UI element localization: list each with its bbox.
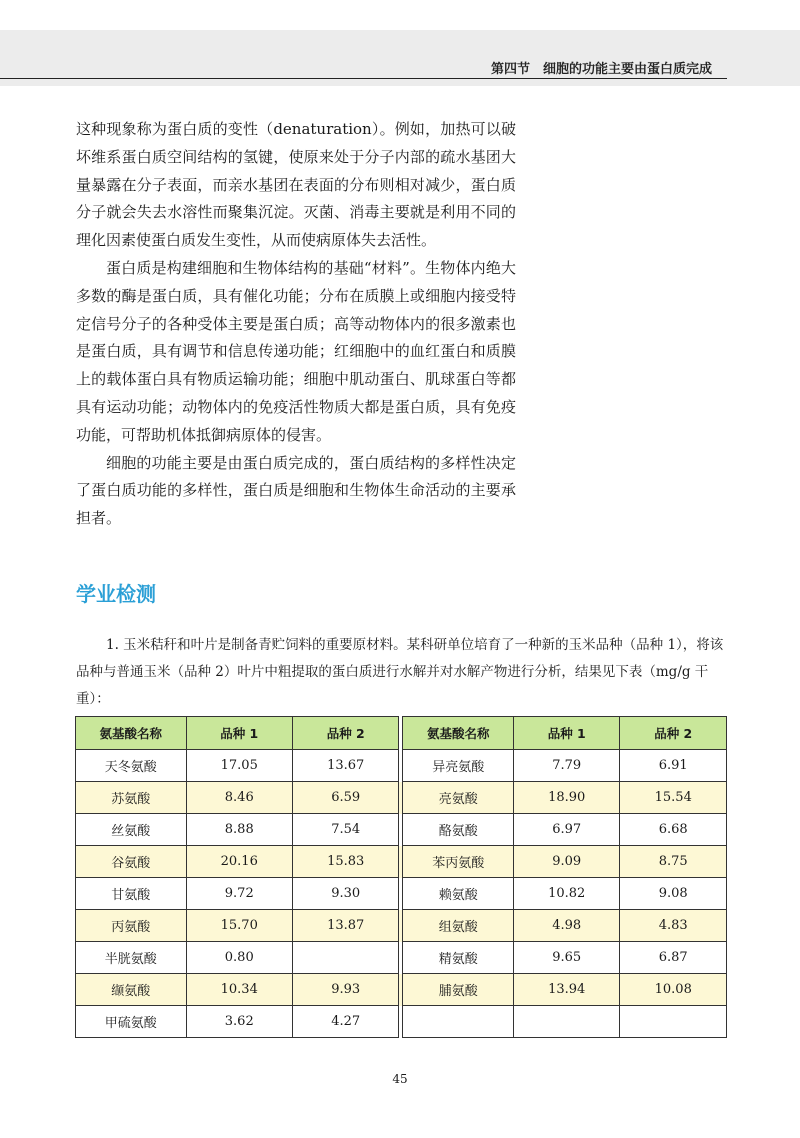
- amino-acid-name-cell: 天冬氨酸: [76, 750, 187, 782]
- table-row: [76, 814, 727, 846]
- value-cell: 10.34: [186, 974, 292, 1006]
- table-header-cell: 品种 1: [513, 717, 619, 750]
- value-cell: 13.87: [292, 910, 398, 942]
- amino-acid-name-cell: 异亮氨酸: [403, 750, 514, 782]
- table-header-cell: 氨基酸名称: [403, 717, 514, 750]
- value-cell: 9.09: [513, 846, 619, 878]
- amino-acid-name-cell: 甘氨酸: [76, 878, 187, 910]
- value-cell: 6.91: [620, 750, 727, 782]
- amino-acid-name-cell: 苯丙氨酸: [403, 846, 514, 878]
- value-cell: 4.98: [513, 910, 619, 942]
- value-cell: 9.65: [513, 942, 619, 974]
- table-header-cell: 品种 2: [620, 717, 727, 750]
- value-cell: 10.08: [620, 974, 727, 1006]
- table-row: [76, 910, 727, 942]
- table-header-cell: 氨基酸名称: [76, 717, 187, 750]
- section-heading: 学业检测: [76, 582, 156, 606]
- header-rule: [0, 78, 727, 79]
- value-cell: 6.97: [513, 814, 619, 846]
- value-cell: 3.62: [186, 1006, 292, 1038]
- amino-acid-name-cell: 半胱氨酸: [76, 942, 187, 974]
- amino-acid-name-cell: 酪氨酸: [403, 814, 514, 846]
- amino-acid-name-cell: 精氨酸: [403, 942, 514, 974]
- value-cell: 7.54: [292, 814, 398, 846]
- value-cell: 17.05: [186, 750, 292, 782]
- value-cell: 9.08: [620, 878, 727, 910]
- amino-acid-name-cell: 缬氨酸: [76, 974, 187, 1006]
- value-cell: 15.54: [620, 782, 727, 814]
- value-cell: 15.83: [292, 846, 398, 878]
- body-text: [76, 116, 516, 533]
- value-cell: 4.83: [620, 910, 727, 942]
- value-cell: [292, 942, 398, 974]
- paragraph: 这种现象称为蛋白质的变性（denaturation）。例如，加热可以破坏维系蛋白质空间结构的氢键，使原来处于分子内部的疏水基团大量暴露在分子表面，而亲水基团在表面的分布则相对减少，蛋白质分子就会失去水溶性而聚集沉淀。灭菌、消毒主要就是利用不同的理化因素使蛋白质发生变性，从而使病原体失去活性。: [76, 120, 516, 250]
- table-row: [76, 782, 727, 814]
- amino-acid-name-cell: [403, 1006, 514, 1038]
- table-row: [76, 750, 727, 782]
- value-cell: 0.80: [186, 942, 292, 974]
- value-cell: 6.68: [620, 814, 727, 846]
- value-cell: 6.87: [620, 942, 727, 974]
- value-cell: 7.79: [513, 750, 619, 782]
- value-cell: 13.67: [292, 750, 398, 782]
- value-cell: 8.46: [186, 782, 292, 814]
- question-text: 1. 玉米秸秆和叶片是制备青贮饲料的重要原材料。某科研单位培育了一种新的玉米品种（品种 1），将该品种与普通玉米（品种 2）叶片中粗提取的蛋白质进行水解并对水解产物进行分析，结果见下表（mg/g 干重）：: [76, 637, 724, 707]
- paragraph: 蛋白质是构建细胞和生物体结构的基础“材料”。生物体内绝大多数的酶是蛋白质，具有催化功能；分布在质膜上或细胞内接受特定信号分子的各种受体主要是蛋白质；高等动物体内的很多激素也是蛋白质，具有调节和信息传递功能；红细胞中的血红蛋白和质膜上的载体蛋白具有物质运输功能；细胞中肌动蛋白、肌球蛋白等都具有运动功能；动物体内的免疫活性物质大都是蛋白质，具有免疫功能，可帮助机体抵御病原体的侵害。: [76, 258, 516, 444]
- value-cell: 9.93: [292, 974, 398, 1006]
- table-row: [76, 942, 727, 974]
- table-row: [76, 878, 727, 910]
- value-cell: 8.75: [620, 846, 727, 878]
- amino-acid-table: [75, 716, 727, 1038]
- value-cell: [620, 1006, 727, 1038]
- amino-acid-name-cell: 丙氨酸: [76, 910, 187, 942]
- value-cell: 13.94: [513, 974, 619, 1006]
- amino-acid-name-cell: 赖氨酸: [403, 878, 514, 910]
- value-cell: 9.72: [186, 878, 292, 910]
- table-row: [76, 846, 727, 878]
- amino-acid-name-cell: 苏氨酸: [76, 782, 187, 814]
- amino-acid-name-cell: 亮氨酸: [403, 782, 514, 814]
- page-number: 45: [392, 1072, 408, 1086]
- value-cell: 18.90: [513, 782, 619, 814]
- question: [76, 632, 727, 713]
- table-header-cell: 品种 2: [292, 717, 398, 750]
- amino-acid-name-cell: 甲硫氨酸: [76, 1006, 187, 1038]
- value-cell: 10.82: [513, 878, 619, 910]
- value-cell: 8.88: [186, 814, 292, 846]
- table-row: [76, 974, 727, 1006]
- value-cell: 4.27: [292, 1006, 398, 1038]
- section-title: 第四节 细胞的功能主要由蛋白质完成: [490, 62, 712, 77]
- paragraph: 细胞的功能主要是由蛋白质完成的，蛋白质结构的多样性决定了蛋白质功能的多样性，蛋白质是细胞和生物体生命活动的主要承担者。: [76, 453, 516, 528]
- amino-acid-name-cell: 脯氨酸: [403, 974, 514, 1006]
- value-cell: 15.70: [186, 910, 292, 942]
- table-row: [76, 1006, 727, 1038]
- value-cell: 20.16: [186, 846, 292, 878]
- table-header-cell: 品种 1: [186, 717, 292, 750]
- value-cell: [513, 1006, 619, 1038]
- value-cell: 9.30: [292, 878, 398, 910]
- amino-acid-name-cell: 组氨酸: [403, 910, 514, 942]
- table-header-row: [76, 717, 727, 750]
- value-cell: 6.59: [292, 782, 398, 814]
- amino-acid-name-cell: 丝氨酸: [76, 814, 187, 846]
- amino-acid-name-cell: 谷氨酸: [76, 846, 187, 878]
